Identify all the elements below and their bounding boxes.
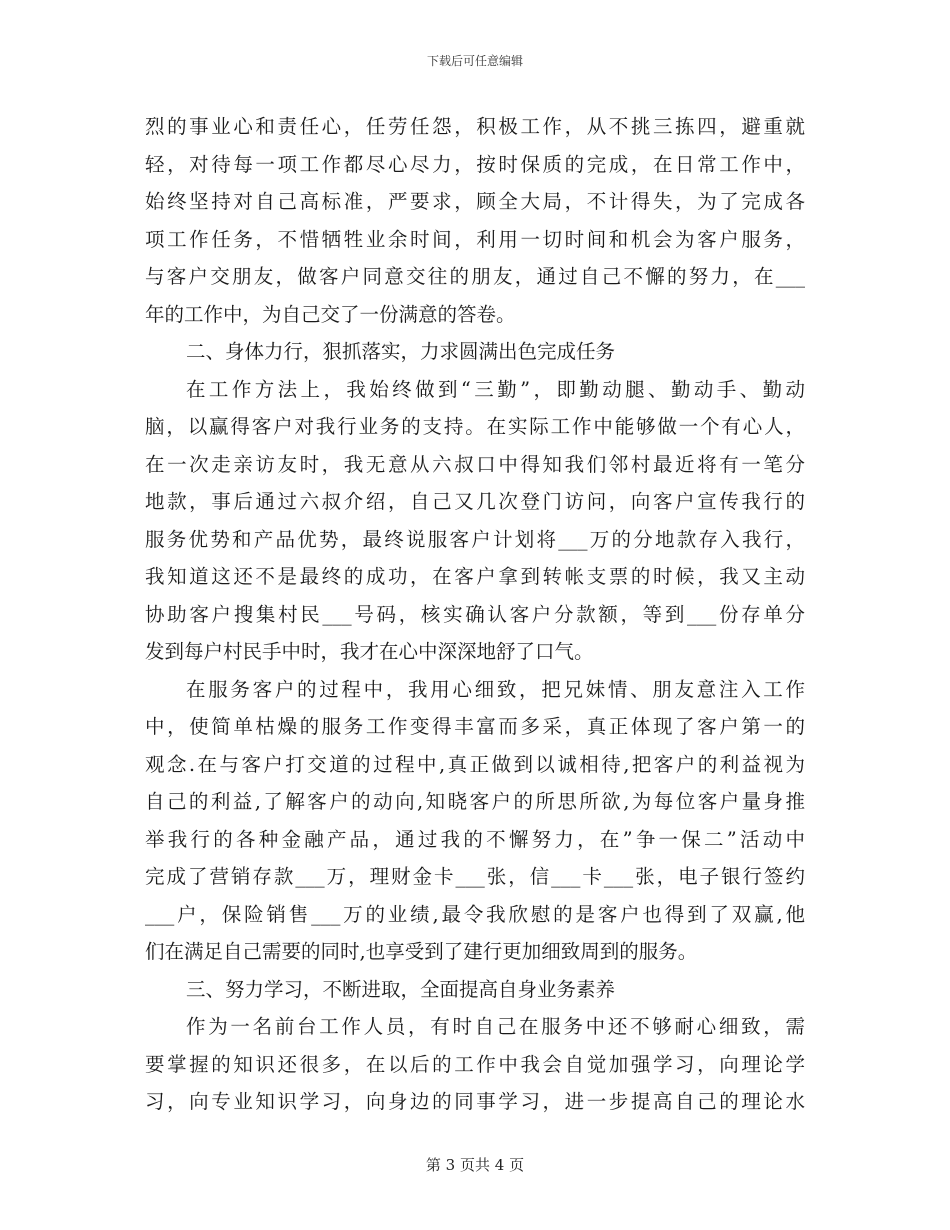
body-line: ___户，保险销售___万的业绩,最令我欣慰的是客户也得到了双赢,他 [145, 902, 805, 926]
body-line: 要掌握的知识还很多，在以后的工作中我会自觉加强学习，向理论学 [145, 1052, 805, 1076]
body-line: 脑，以赢得客户对我行业务的支持。在实际工作中能够做一个有心人， [145, 415, 805, 438]
body-line: 习，向专业知识学习，向身边的同事学习，进一步提高自己的理论水 [145, 1090, 805, 1113]
body-line: 年的工作中，为自己交了一份满意的答卷。 [145, 302, 516, 326]
body-line: 在一次走亲访友时，我无意从六叔口中得知我们邻村最近将有一笔分 [145, 452, 805, 476]
body-line: 中，使简单枯燥的服务工作变得丰富而多采，真正体现了客户第一的 [145, 715, 805, 738]
body-line: 项工作任务，不惜牺牲业余时间，利用一切时间和机会为客户服务， [145, 227, 805, 251]
section-heading: 三、努力学习，不断进取，全面提高自身业务素养 [186, 977, 616, 1001]
section-heading: 二、身体力行，狠抓落实，力求圆满出色完成任务 [186, 340, 616, 363]
body-line: 们在满足自己需要的同时,也享受到了建行更加细致周到的服务。 [145, 940, 698, 963]
page-footer: 第 3 页共 4 页 [425, 1156, 525, 1174]
body-line: 自己的利益,了解客户的动向,知晓客户的所思所欲,为每位客户量身推 [145, 790, 805, 813]
body-line: 观念.在与客户打交道的过程中,真正做到以诚相待,把客户的利益视为 [145, 752, 805, 776]
body-line: 服务优势和产品优势，最终说服客户计划将___万的分地款存入我行， [145, 527, 805, 551]
body-line: 轻，对待每一项工作都尽心尽力，按时保质的完成，在日常工作中， [145, 152, 805, 176]
page-header: 下载后可任意编辑 [426, 54, 523, 68]
body-line: 始终坚持对自己高标准，严要求，顾全大局，不计得失，为了完成各 [145, 190, 805, 213]
body-line: 烈的事业心和责任心，任劳任怨，积极工作，从不挑三拣四，避重就 [145, 115, 805, 138]
body-line: 作为一名前台工作人员，有时自己在服务中还不够耐心细致，需 [186, 1015, 805, 1038]
body-line: 协助客户搜集村民___号码，核实确认客户分款额，等到___份存单分 [145, 602, 805, 626]
body-line: 在服务客户的过程中，我用心细致，把兄妹情、朋友意注入工作 [186, 677, 805, 701]
body-line: 完成了营销存款___万，理财金卡___张，信___卡___张，电子银行签约 [145, 865, 805, 888]
document-body [145, 108, 805, 1121]
body-line: 发到每户村民手中时，我才在心中深深地舒了口气。 [145, 640, 594, 663]
body-line: 举我行的各种金融产品，通过我的不懈努力，在”争一保二”活动中 [145, 827, 805, 851]
body-line: 地款，事后通过六叔介绍，自己又几次登门访问，向客户宣传我行的 [145, 490, 805, 513]
body-line: 我知道这还不是最终的成功，在客户拿到转帐支票的时候，我又主动 [145, 565, 805, 588]
body-line: 与客户交朋友，做客户同意交往的朋友，通过自己不懈的努力，在___ [145, 265, 805, 288]
body-line: 在工作方法上，我始终做到“三勤”，即勤动腿、勤动手、勤动 [186, 377, 805, 401]
